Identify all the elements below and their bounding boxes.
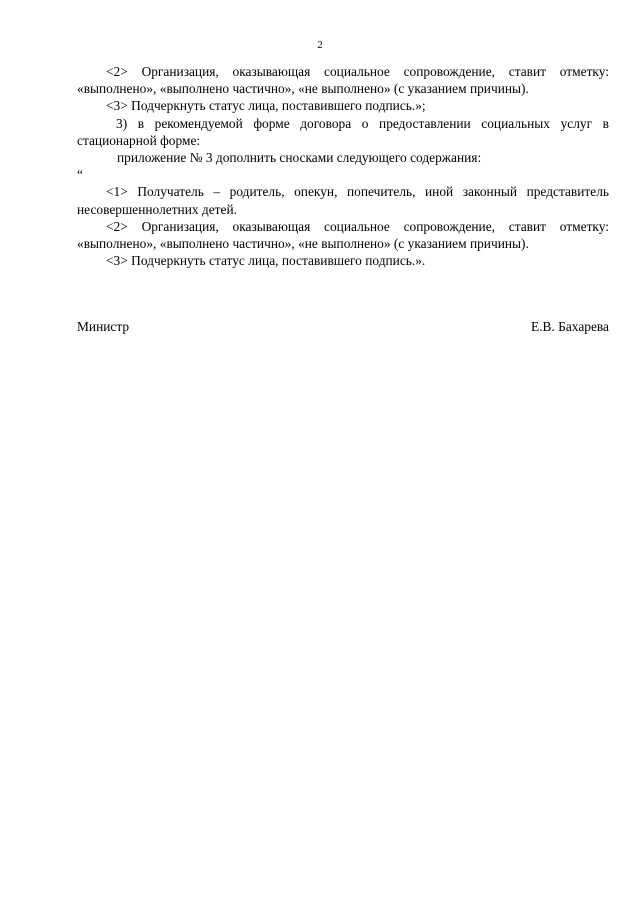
- footnote-2-paragraph: <2> Организация, оказывающая социальное сопровождение, ставит отметку: «выполнено», «выполнено частично», «не выполнено» (с указанием причины).: [77, 64, 609, 97]
- document-body: [77, 63, 609, 269]
- footnote-3-paragraph: <3> Подчеркнуть статус лица, поставившего подпись.»;: [106, 98, 426, 114]
- item-3-paragraph: 3) в рекомендуемой форме договора о предоставлении социальных услуг в стационарной форме:: [77, 115, 609, 148]
- signature-block: [77, 318, 609, 335]
- page-number: 2: [317, 39, 323, 51]
- footnote-3-repeat-paragraph: <3> Подчеркнуть статус лица, поставившего подпись.».: [106, 253, 426, 269]
- appendix-paragraph: приложение № 3 дополнить сносками следующего содержания:: [117, 150, 482, 166]
- opening-quote: “: [77, 167, 83, 183]
- footnote-2-repeat-paragraph: <2> Организация, оказывающая социальное сопровождение, ставит отметку: «выполнено», «выполнено частично», «не выполнено» (с указанием причины).: [77, 218, 609, 252]
- signatory-name: Е.В. Бахарева: [531, 319, 609, 334]
- footnote-1-paragraph: <1> Получатель – родитель, опекун, попечитель, иной законный представитель несовершеннолетних детей.: [77, 184, 609, 217]
- signatory-title: Министр: [77, 319, 130, 334]
